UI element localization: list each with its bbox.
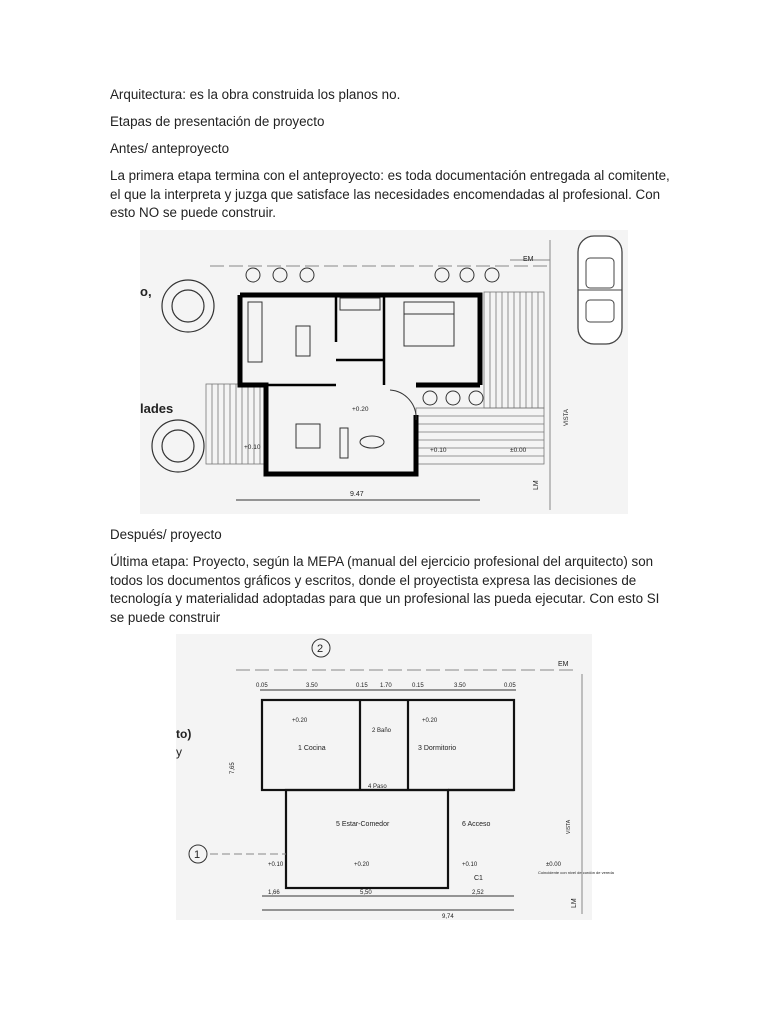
- em-label: EM: [523, 256, 534, 263]
- level-c: ±0.00: [510, 447, 527, 454]
- room-estar-comedor: 5 Estar-Comedor: [336, 821, 390, 828]
- side-label-fragment: lades: [140, 401, 174, 416]
- level-4: +0.10: [268, 862, 284, 868]
- paragraph-before-title: Antes/ anteproyecto: [110, 141, 230, 156]
- level-b: +0.10: [430, 447, 447, 454]
- level-6: ±0.00: [546, 862, 561, 868]
- paragraph-anteproyecto: La primera etapa termina con el anteproyecto: es toda documentación entregada al comitente, el que la interpreta y juzga que satisface las necesidades encomendadas al profesional. Con esto NO se puede construir.: [110, 168, 670, 220]
- fragment-label-2: y: [176, 745, 182, 759]
- paragraph-stages-title: Etapas de presentación de proyecto: [110, 114, 325, 129]
- level-3: +0.20: [354, 862, 370, 868]
- c1-label: C1: [474, 875, 483, 882]
- level-interior: +0.20: [352, 406, 369, 413]
- top-dim-6: 0.05: [504, 683, 516, 689]
- em-label-2: EM: [558, 661, 569, 668]
- top-dim-3: 1.70: [380, 683, 392, 689]
- top-dim-5: 3.50: [454, 683, 466, 689]
- level-a: +0.10: [244, 444, 261, 451]
- paragraph-definition: Arquitectura: es la obra construida los planos no.: [110, 87, 401, 102]
- proyecto-floor-plan: [176, 634, 614, 920]
- bottom-dim-2: 2,52: [472, 890, 484, 896]
- room-cocina: 1 Cocina: [298, 745, 326, 752]
- room-dormitorio: 3 Dormitorio: [418, 745, 457, 752]
- dimension-label: 9.47: [350, 491, 364, 498]
- car-icon: [578, 236, 622, 344]
- room-paso: 4 Paso: [368, 784, 387, 790]
- axis-top-label: 2: [317, 643, 324, 655]
- top-dim-4: 0.15: [412, 683, 424, 689]
- level-5: +0.10: [462, 862, 478, 868]
- vista-label: VISTA: [564, 409, 570, 426]
- left-dim: 7,65: [230, 762, 236, 774]
- vista-label-2: VISTA: [566, 819, 572, 834]
- total-dim: 9,74: [442, 914, 454, 920]
- fragment-label: to): [176, 727, 192, 741]
- top-dim-0: 0.05: [256, 683, 268, 689]
- corner-fragment: o,: [140, 284, 152, 299]
- level-1: +0.20: [292, 718, 308, 724]
- top-dim-2: 0.15: [356, 683, 368, 689]
- lm-label: LM: [533, 480, 540, 490]
- paragraph-proyecto: Última etapa: Proyecto, según la MEPA (manual del ejercicio profesional del arquitecto) son todos los documentos gráficos y escritos, donde el proyectista expresa las decisiones de tecnología y materialidad adoptadas para que un profesional las pueda ejecutar. Con esto SI se puede construir: [110, 554, 660, 625]
- bottom-dim-0: 1,66: [268, 890, 280, 896]
- top-dim-1: 3.50: [306, 683, 318, 689]
- axis-left-label: 1: [194, 849, 201, 861]
- paragraph-after-title: Después/ proyecto: [110, 527, 222, 542]
- level-note: Coincidente con nivel de cordón de vereda: [538, 870, 614, 875]
- room-bano: 2 Baño: [372, 728, 392, 734]
- anteproyecto-floor-plan: [140, 230, 628, 514]
- level-2: +0.20: [422, 718, 438, 724]
- bottom-dim-1: 5,50: [360, 890, 372, 896]
- room-acceso: 6 Acceso: [462, 821, 491, 828]
- lm-label-2: LM: [571, 898, 578, 908]
